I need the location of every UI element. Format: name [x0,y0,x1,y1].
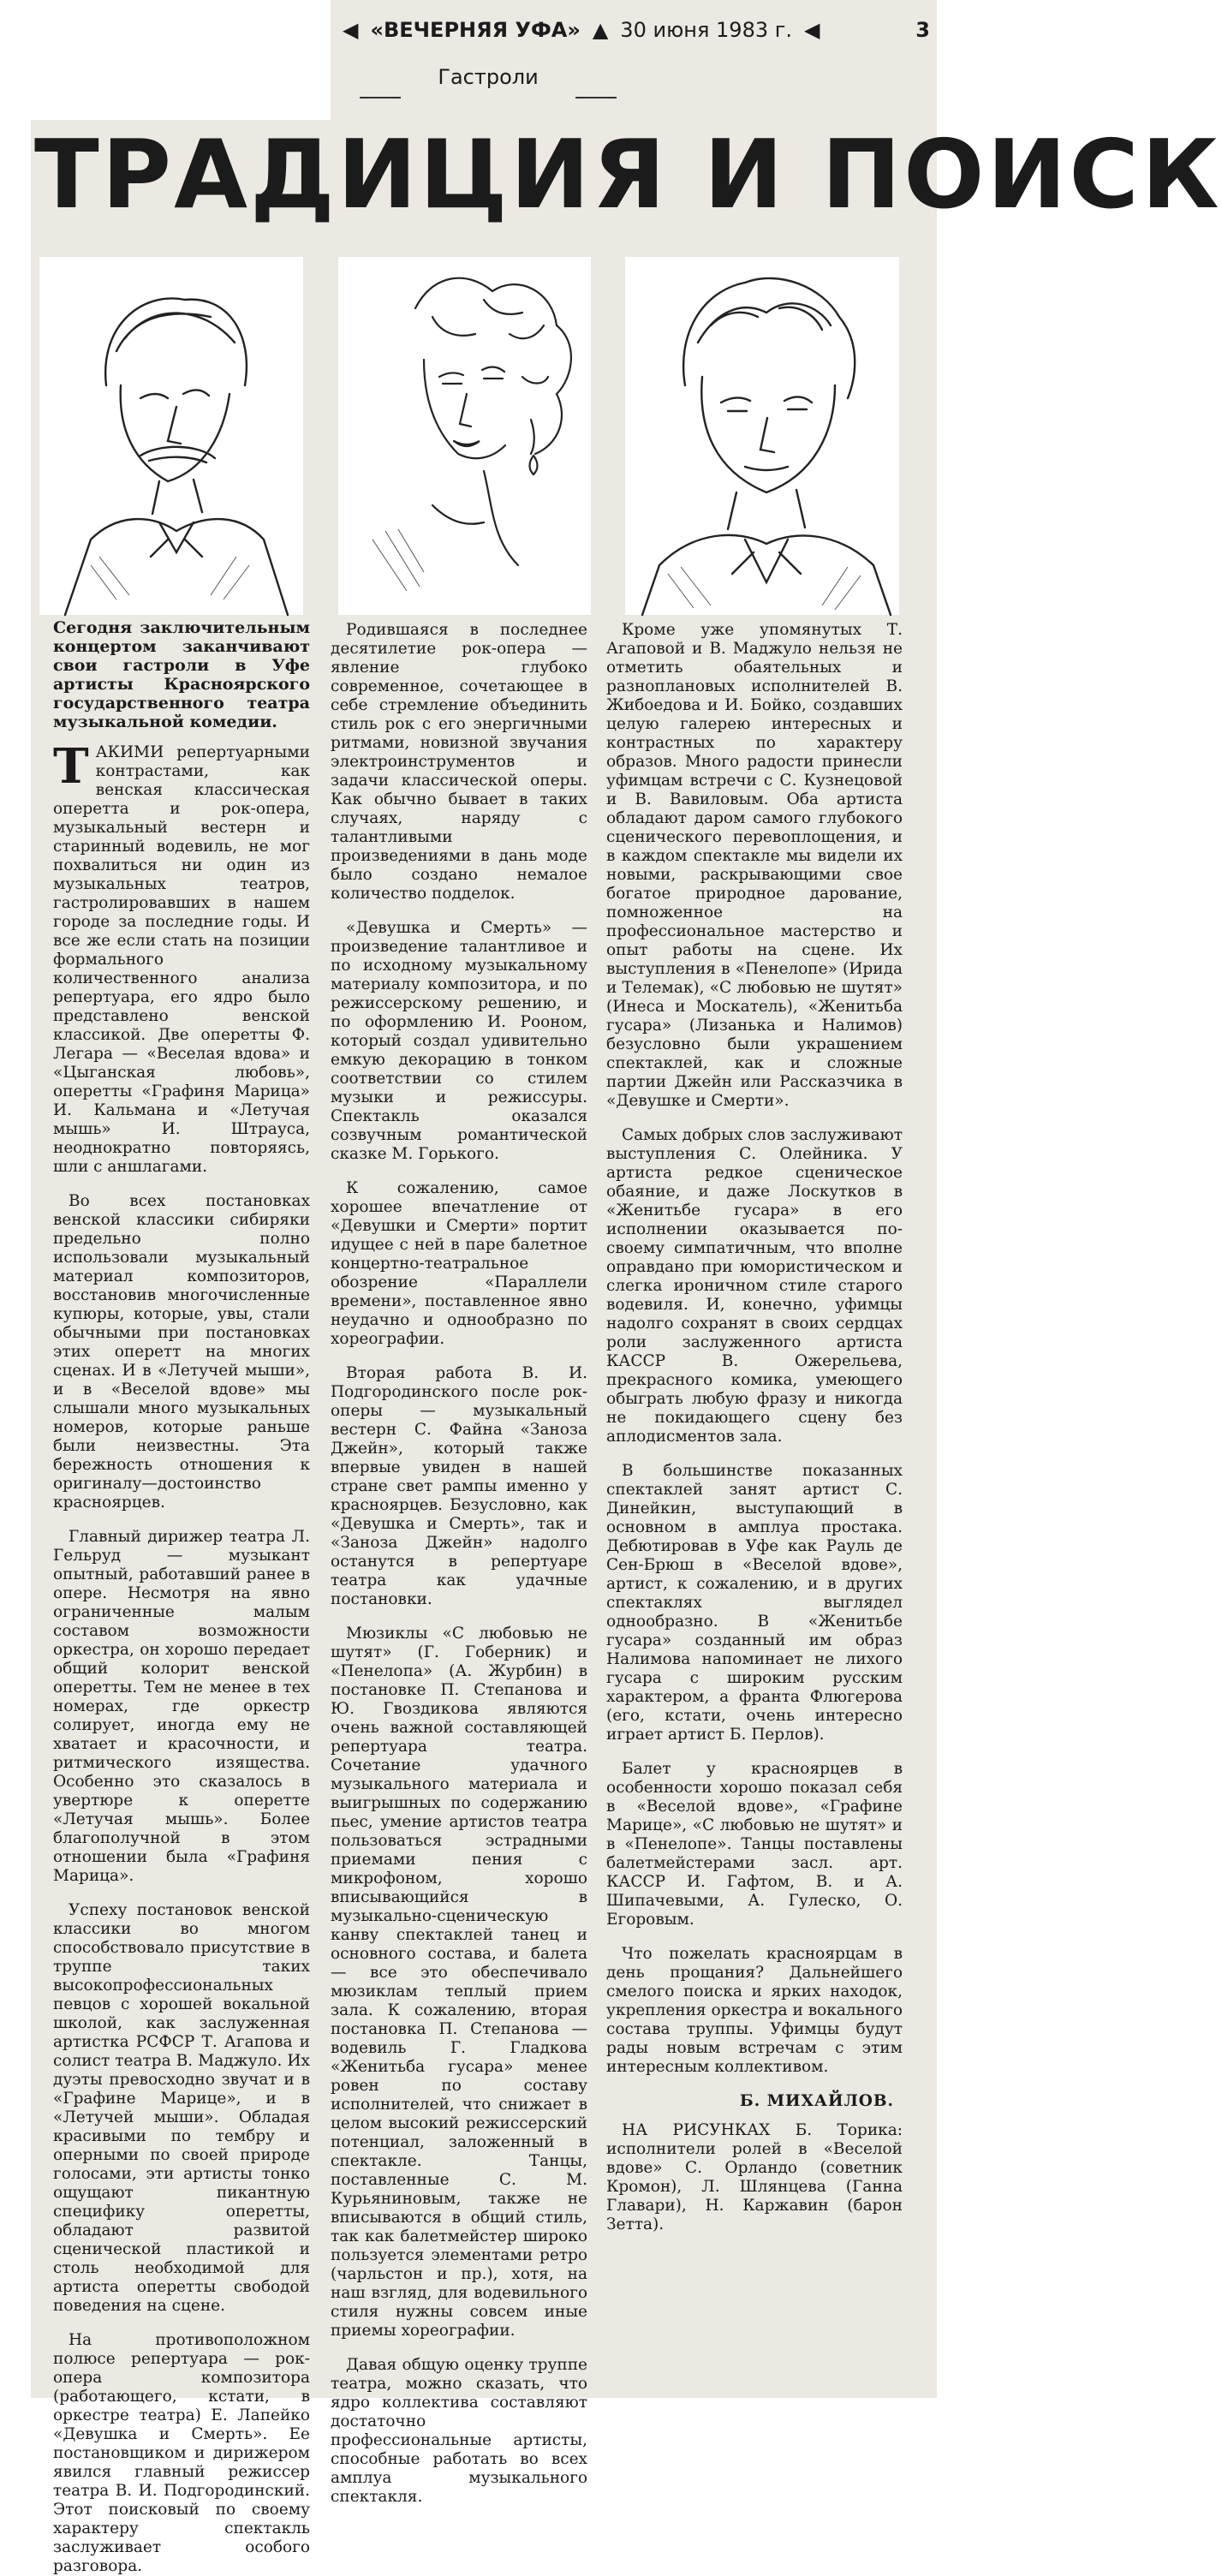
paragraph: Родившаяся в последнее десятилетие рок-опера — явление глубоко современное, сочетающее в себе стремление объединить стиль рок с его энергичными ритмами, новизной звучания электроинструментов и задачи классической оперы. Как обычно бывает в таких случаях, наряду с талантливыми произведениями в дань моде было создано немалое количество подделок. [331,621,587,903]
arrow-icon: ◀ [803,18,820,42]
paragraph: Балет у красноярцев в особенности хорошо показал себя в «Веселой вдове», «Графине Марице», «С любовью не шутят» и в «Пенелопе». Танцы поставлены балетмейстерами засл. арт. КАССР И. Гафтом, В. и А. Шипачевыми, А. Гулеско, О. Егоровым. [606,1760,903,1929]
paragraph: «Девушка и Смерть» — произведение талантливое и по исходному музыкальному материалу композитора, и по режиссерскому решению, и по оформлению И. Рооном, который создал удивительно емкую декорацию в тонком соответствии со стилем музыки и режиссуры. Спектакль оказался созвучным романтической сказке М. Горького. [331,919,587,1163]
rubric-rule-left [360,97,401,98]
issue-date: 30 июня 1983 г. [620,18,792,42]
paragraph: Во всех постановках венской классики сибиряки предельно полно использовали музыкальный материал композиторов, восстановив многочисленные купюры, которые, увы, стали обычными при постановках этих оперетт на многих сценах. И в «Летучей мыши», и в «Веселой вдове» мы слышали много музыкальных номеров, которые раньше были неизвестны. Эта бережность отношения к оригиналу—достоинство красноярцев. [53,1192,310,1512]
paragraph-text: АКИМИ репертуарными контрастами, как венская классическая оперетта и рок-опера, музыкальный вестерн и старинный водевиль, не мог похвалиться ни один из музыкальных театров, гастролировавших в нашем городе за последние годы. И все же если стать на позиции формального количественного анализа репертуара, его ядро было представлено венской классикой. Две оперетты Ф. Легара — «Веселая вдова» и «Цыганская любовь», оперетты «Графиня Марица» И. Кальмана и «Летучая мышь» И. Штрауса, неоднократно повторяясь, шли с аншлагами. [53,743,310,1176]
portrait-drawing [338,257,591,615]
paragraph: Самых добрых слов заслуживают выступления С. Олейника. У артиста редкое сценическое обаяние, и даже Лоскутков в «Женитьбе гусара» в его исполнении оказывается по-своему симпатичным, что вполне оправдано при юмористическом и слегка ироничном стиле старого водевиля. И, конечно, уфимцы надолго сохранят в своих сердцах роли заслуженного артиста КАССР В. Ожерельева, прекрасного комика, умеющего обыграть любую фразу и никогда не покидающего сцену без аплодисментов зала. [606,1126,903,1446]
arrow-icon: ◀ [343,18,359,42]
paragraph: В большинстве показанных спектаклей занят артист С. Динейкин, выступающий в основном в амплуа простака. Дебютировав в Уфе как Рауль де Сен-Брюш в «Веселой вдове», артист, к сожалению, и в других спектаклях выглядел однообразно. В «Женитьбе гусара» созданный им образ Налимова напоминает не лихого гусара с широким русским характером, а франта Флюгерова (его, кстати, очень интересно играет артист Б. Перлов). [606,1462,903,1744]
paragraph [53,738,310,1177]
clipping-cut-corner [31,0,331,120]
lead-paragraph [53,618,310,731]
paragraph: Давая общую оценку труппе театра, можно сказать, что ядро коллектива составляют достаточно профессиональные артисты, способные работать во всех амплуа музыкального спектакля. [331,2356,587,2506]
paragraph: К сожалению, самое хорошее впечатление от «Девушки и Смерти» портит идущее с ней в паре балетное концертно-театральное обозрение «Параллели времени», поставленное явно неудачно и однообразно по хореографии. [331,1179,587,1348]
paragraph: Вторая работа В. И. Подгородинского после рок-оперы — музыкальный вестерн С. Файна «Заноза Джейн», который также впервые увиден в нашей стране свет рампы именно у красноярцев. Безусловно, как «Девушка и Смерть», так и «Заноза Джейн» надолго останутся в репертуаре театра как удачные постановки. [331,1364,587,1608]
page-number: 3 [915,18,930,42]
paragraph: Что пожелать красноярцам в день прощания? Дальнейшего смелого поиска и ярких находок, укрепления оркестра и вокального состава труппы. Уфимцы будут рады новым встречам с этим интересным коллективом. [606,1945,903,2076]
newspaper-name: «ВЕЧЕРНЯЯ УФА» [370,18,581,42]
author-signature: Б. МИХАЙЛОВ. [739,2092,894,2110]
portrait-drawing [625,257,899,615]
article-column-3 [606,621,903,2234]
headline: ТРАДИЦИЯ И ПОИСК [34,120,1222,230]
portrait-orlando [39,257,303,615]
portrait-shlyantseva [338,257,591,615]
illustration-caption: НА РИСУНКАХ Б. Торика: исполнители ролей в «Веселой вдове» С. Орландо (советник Кромон), Л. Шлянцева (Ганна Главари), Н. Каржавин (барон Зетта). [606,2121,903,2233]
portrait-karzhavin [625,257,899,615]
masthead [343,15,935,45]
paragraph: Успеху постановок венской классики во многом способствовало присутствие в труппе таких высокопрофессиональных певцов с хорошей вокальной школой, как заслуженная артистка РСФСР Т. Агапова и солист театра В. Маджуло. Их дуэты превосходно звучат и в «Графине Марице», и в «Летучей мыши». Обладая красивыми по тембру и оперными по своей природе голосами, эти артисты тонко ощущают пикантную специфику оперетты, обладают развитой сценической пластикой и столь необходимой для артиста оперетты свободой поведения на сцене. [53,1901,310,2315]
paragraph: Кроме уже упомянутых Т. Агаповой и В. Маджуло нельзя не отметить обаятельных и разноплановых исполнителей В. Жибоедова и И. Бойко, создавших целую галерею интересных и контрастных по характеру образов. Много радости принесли уфимцам встречи с С. Кузнецовой и В. Вавиловым. Оба артиста обладают даром самого глубокого сценического перевоплощения, и в каждом спектакле мы видели их новыми, раскрывающими свое богатое природное дарование, помноженное на профессиональное мастерство и опыт работы на сцене. Их выступления в «Пенелопе» (Ирида и Телемак), «С любовью не шутят» (Инеса и Москатель), «Женитьба гусара» (Лизанька и Налимов) безусловно были украшением спектаклей, как и сложные партии Джейн или Рассказчика в «Девушке и Смерти». [606,621,903,1110]
portrait-drawing [39,257,303,615]
lead-text: Сегодня заключительным концертом заканчивают свои гастроли в Уфе артисты Красноярского государственного театра музыкальной комедии. [53,618,310,731]
article-column-2 [331,621,587,2507]
paragraph: На противоположном полюсе репертуара — рок-опера композитора (работающего, кстати, в оркестре театра) Е. Лапейко «Девушка и Смерть». Ее постановщиком и дирижером явился главный режиссер театра В. И. Подгородинский. Этот поисковый по своему характеру спектакль заслуживает особого разговора. [53,2331,310,2575]
article-column-1 [53,738,310,2576]
rubric-rule-right [575,97,617,98]
paragraph: Мюзиклы «С любовью не шутят» (Г. Гоберник) и «Пенелопа» (А. Журбин) в постановке П. Степанова и Ю. Гвоздикова являются очень важной составляющей репертуара театра. Сочетание удачного музыкального материала и выигрышных по содержанию пьес, умение артистов театра пользоваться эстрадными приемами пения с микрофоном, хорошо вписывающийся в музыкально-сценическую канву спектаклей танец и основного состава, и балета — все это обеспечивало мюзиклам теплый прием зала. К сожалению, вторая постановка П. Степанова — водевиль Г. Гладкова «Женитьба гусара» менее ровен по составу исполнителей, что снижает в целом высокий режиссерский потенциал, заложенный в спектакле. Танцы, поставленные С. М. Курьяниновым, также не вписываются в общий стиль, так как балетмейстер широко пользуется элементами ретро (чарльстон и пр.), хотя, на наш взгляд, для водевильного стиля нужны совсем иные приемы хореографии. [331,1625,587,2340]
arrow-icon: ▲ [592,18,609,42]
rubric: Гастроли [438,65,539,89]
dropcap: Т [53,738,89,795]
paragraph: Главный дирижер театра Л. Гельруд — музыкант опытный, работавший ранее в опере. Несмотря на явно ограниченные малым составом возможности оркестра, он хорошо передает общий колорит венской оперетты. Тем не менее в тех номерах, где оркестр солирует, иногда ему не хватает и красочности, и ритмического изящества. Особенно это сказалось в увертюре к оперетте «Летучая мышь». Более благополучной в этом отношении была «Графиня Марица». [53,1528,310,1885]
